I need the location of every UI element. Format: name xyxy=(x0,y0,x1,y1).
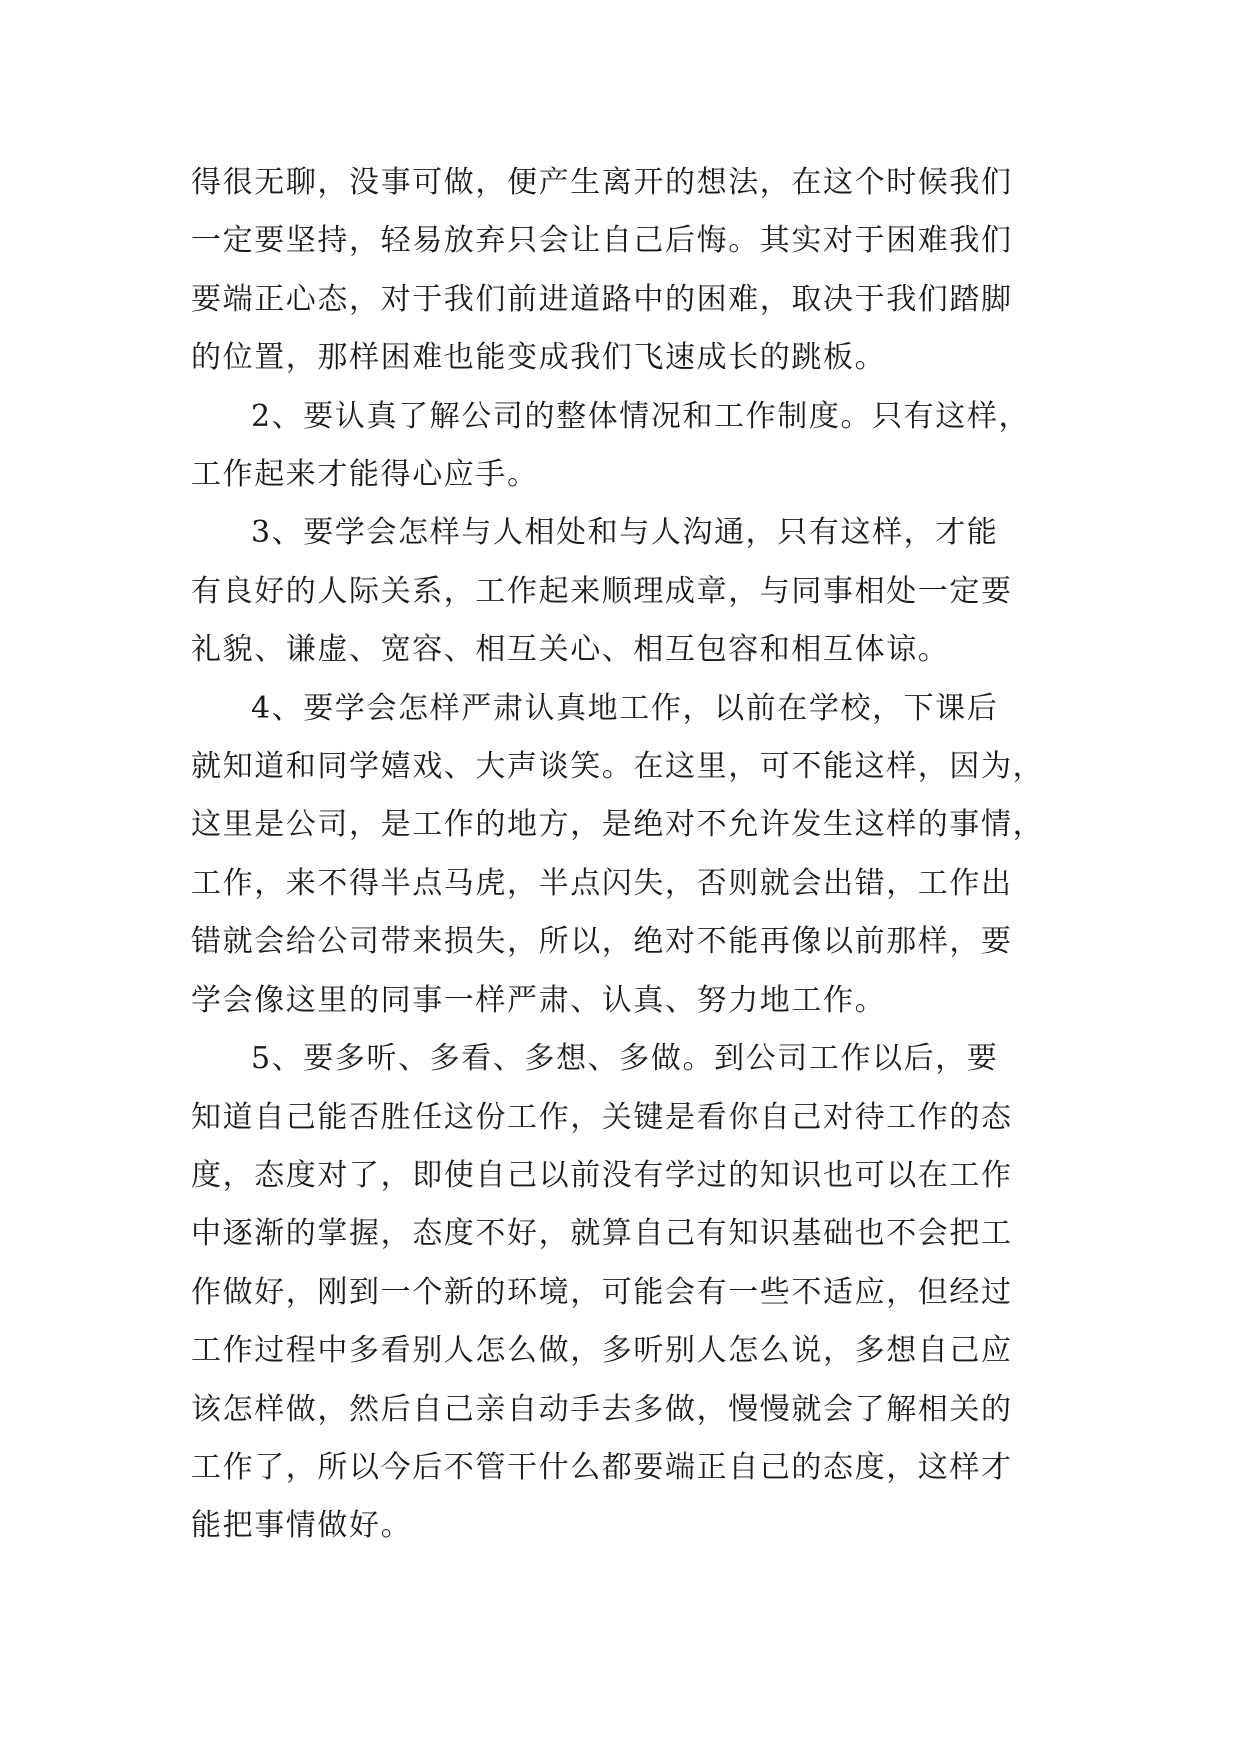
text-line: 该怎样做，然后自己亲自动手去多做，慢慢就会了解相关的 xyxy=(191,1391,1013,1427)
text-line: 中逐渐的掌握，态度不好，就算自己有知识基础也不会把工 xyxy=(191,1216,1013,1252)
text-line: 工作，来不得半点马虎，半点闪失，否则就会出错，工作出 xyxy=(191,865,1013,901)
text-line: 的位置，那样困难也能变成我们飞速成长的跳板。 xyxy=(191,340,887,376)
paragraph-4-first-line: 4、要学会怎样严肃认真地工作，以前在学校，下课后 xyxy=(251,690,999,726)
text-line: 工作起来才能得心应手。 xyxy=(191,457,539,493)
text-line: 要端正心态，对于我们前进道路中的困难，取决于我们踏脚 xyxy=(191,281,1013,317)
text-line: 工作了，所以今后不管干什么都要端正自己的态度，这样才 xyxy=(191,1449,1013,1485)
text-line: 工作过程中多看别人怎么做，多听别人怎么说，多想自己应 xyxy=(191,1333,1013,1369)
text-line: 得很无聊，没事可做，便产生离开的想法，在这个时候我们 xyxy=(191,165,1013,200)
text-line: 学会像这里的同事一样严肃、认真、努力地工作。 xyxy=(191,982,887,1018)
body-text xyxy=(191,154,1065,1556)
text-line: 知道自己能否胜任这份工作，关键是看你自己对待工作的态 xyxy=(191,1099,1013,1135)
text-line: 错就会给公司带来损失，所以，绝对不能再像以前那样，要 xyxy=(191,924,1013,960)
text-line: 就知道和同学嬉戏、大声谈笑。在这里，可不能这样，因为， xyxy=(191,749,1045,785)
paragraph-2-first-line: 2、要认真了解公司的整体情况和工作制度。只有这样， xyxy=(251,398,1031,434)
text-line: 能把事情做好。 xyxy=(191,1508,413,1544)
text-line: 一定要坚持，轻易放弃只会让自己后悔。其实对于困难我们 xyxy=(191,223,1013,259)
text-line: 度，态度对了，即使自己以前没有学过的知识也可以在工作 xyxy=(191,1157,1013,1193)
paragraph-5-first-line: 5、要多听、多看、多想、多做。到公司工作以后，要 xyxy=(251,1041,999,1077)
paragraph-3-first-line: 3、要学会怎样与人相处和与人沟通，只有这样，才能 xyxy=(251,515,999,551)
text-line: 这里是公司，是工作的地方，是绝对不允许发生这样的事情， xyxy=(191,807,1045,843)
text-line: 有良好的人际关系，工作起来顺理成章，与同事相处一定要 xyxy=(191,573,1013,609)
text-line: 礼貌、谦虚、宽容、相互关心、相互包容和相互体谅。 xyxy=(191,632,950,668)
text-line: 作做好，刚到一个新的环境，可能会有一些不适应，但经过 xyxy=(191,1274,1013,1310)
